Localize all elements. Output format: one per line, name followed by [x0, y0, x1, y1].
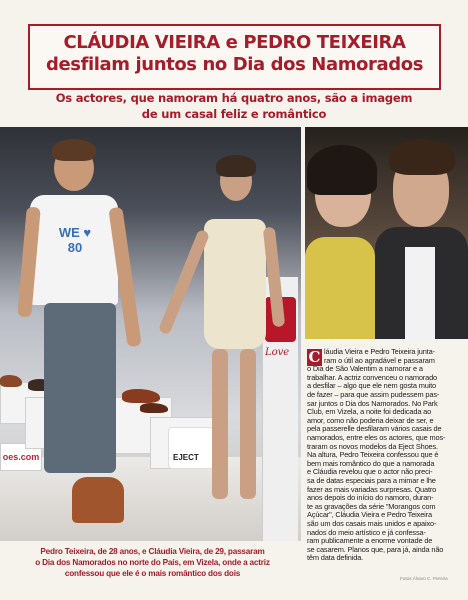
article-line: Na altura, Pedro Teixeira confessou que é: [307, 450, 439, 460]
article-line: o Dia de São Valentim a namorar e a: [307, 364, 423, 374]
photo-caption-line-1: Pedro Teixeira, de 28 anos, e Cláudia Vieira, de 29, passaram: [40, 547, 265, 556]
article-line: Club, em Vizela, a noite foi dedicada ao: [307, 407, 432, 417]
article-line: de fazer – para que assim pudessem pas-: [307, 390, 440, 399]
headline-line-1: CLÁUDIA VIEIRA e PEDRO TEIXEIRA: [63, 32, 406, 53]
article-line: namorados, entre eles os actores, que mos-: [307, 433, 446, 442]
article-line: se casarem. Planos que, para já, ainda não: [307, 544, 444, 554]
shoe-icon: [140, 403, 168, 413]
article-line: têm data definida.: [307, 553, 364, 563]
man-jeans: [44, 303, 116, 473]
article-line: láudia Vieira e Pedro Teixeira junta-: [324, 347, 435, 356]
man-white-shirt: [405, 247, 435, 339]
banner-text: Love: [265, 347, 290, 358]
article-line: ram publicamente a enorme vontade de: [307, 536, 433, 546]
shoes-sign: oes.com: [0, 443, 42, 471]
man-hair-portrait: [389, 139, 455, 175]
couple-portrait-photo: [305, 127, 468, 339]
woman-hair-portrait: [307, 145, 377, 195]
article-line: são um dos casais mais unidos e apaixo-: [307, 519, 437, 528]
drop-cap: C: [308, 348, 321, 366]
article-line: e Cláudia revelou que o actor não preci-: [307, 467, 433, 477]
headline-box: [28, 24, 441, 90]
woman-dress: [204, 219, 266, 349]
woman-hair: [216, 155, 256, 177]
eject-logo-text: EJECT: [173, 453, 199, 462]
article-line: traram os novos modelos da Eject Shoes.: [307, 441, 438, 451]
standfirst-line-2: de um casal feliz e romântico: [141, 107, 327, 121]
article-line: bem mais romântico do que a namorada: [307, 458, 435, 468]
woman-yellow-top: [305, 237, 375, 339]
standfirst-line-1: Os actores, que namoram há quatro anos, são a imagem: [55, 91, 413, 105]
photo-credit: Fotos Álvaro C. Pereira: [400, 576, 448, 581]
article-line: sar juntos o Dia dos Namorados. No Park: [307, 398, 438, 408]
shoe-icon: [0, 375, 22, 387]
article-line: Açúcar", Cláudia Vieira e Pedro Teixeira: [307, 510, 432, 520]
boot-icon: [72, 477, 124, 523]
tshirt-print: WE ♥ 80: [58, 225, 92, 255]
article-line: ram o útil ao agradável e passaram: [324, 355, 435, 365]
article-line: trabalhar. A actriz convenceu o namorado: [307, 372, 437, 382]
article-line: a desfilar – algo que ele nem gosta muito: [307, 381, 437, 391]
photo-caption-line-2: o Dia dos Namorados no norte do País, em Vizela, onde a actriz: [35, 558, 270, 567]
article-line: nados do meio artístico e já confessa-: [307, 527, 426, 537]
runway-photo: [0, 127, 301, 541]
man-tshirt: [30, 195, 118, 305]
shoe-icon: [122, 389, 160, 403]
article-line: fazer as mais variadas surpresas. Quatro: [307, 484, 437, 494]
man-hair: [52, 139, 96, 161]
article-line: pela passerelle desfilaram vários casais de: [307, 424, 442, 434]
woman-leg: [212, 349, 228, 499]
article-line: amor, como não poderia deixar de ser, e: [307, 415, 434, 425]
article-line: sa de datas especiais para a mimar e lhe: [307, 476, 436, 485]
woman-arm: [158, 229, 210, 335]
article-line: te as gravações da série "Morangos com: [307, 501, 436, 511]
article-line: anos depois do início do namoro, duran-: [307, 493, 434, 503]
headline-line-2: desfilam juntos no Dia dos Namorados: [45, 54, 424, 75]
eject-logo: [168, 427, 214, 469]
woman-leg: [240, 349, 256, 499]
photo-caption-line-3: confessou que ele é o mais romântico dos dois: [64, 569, 241, 578]
